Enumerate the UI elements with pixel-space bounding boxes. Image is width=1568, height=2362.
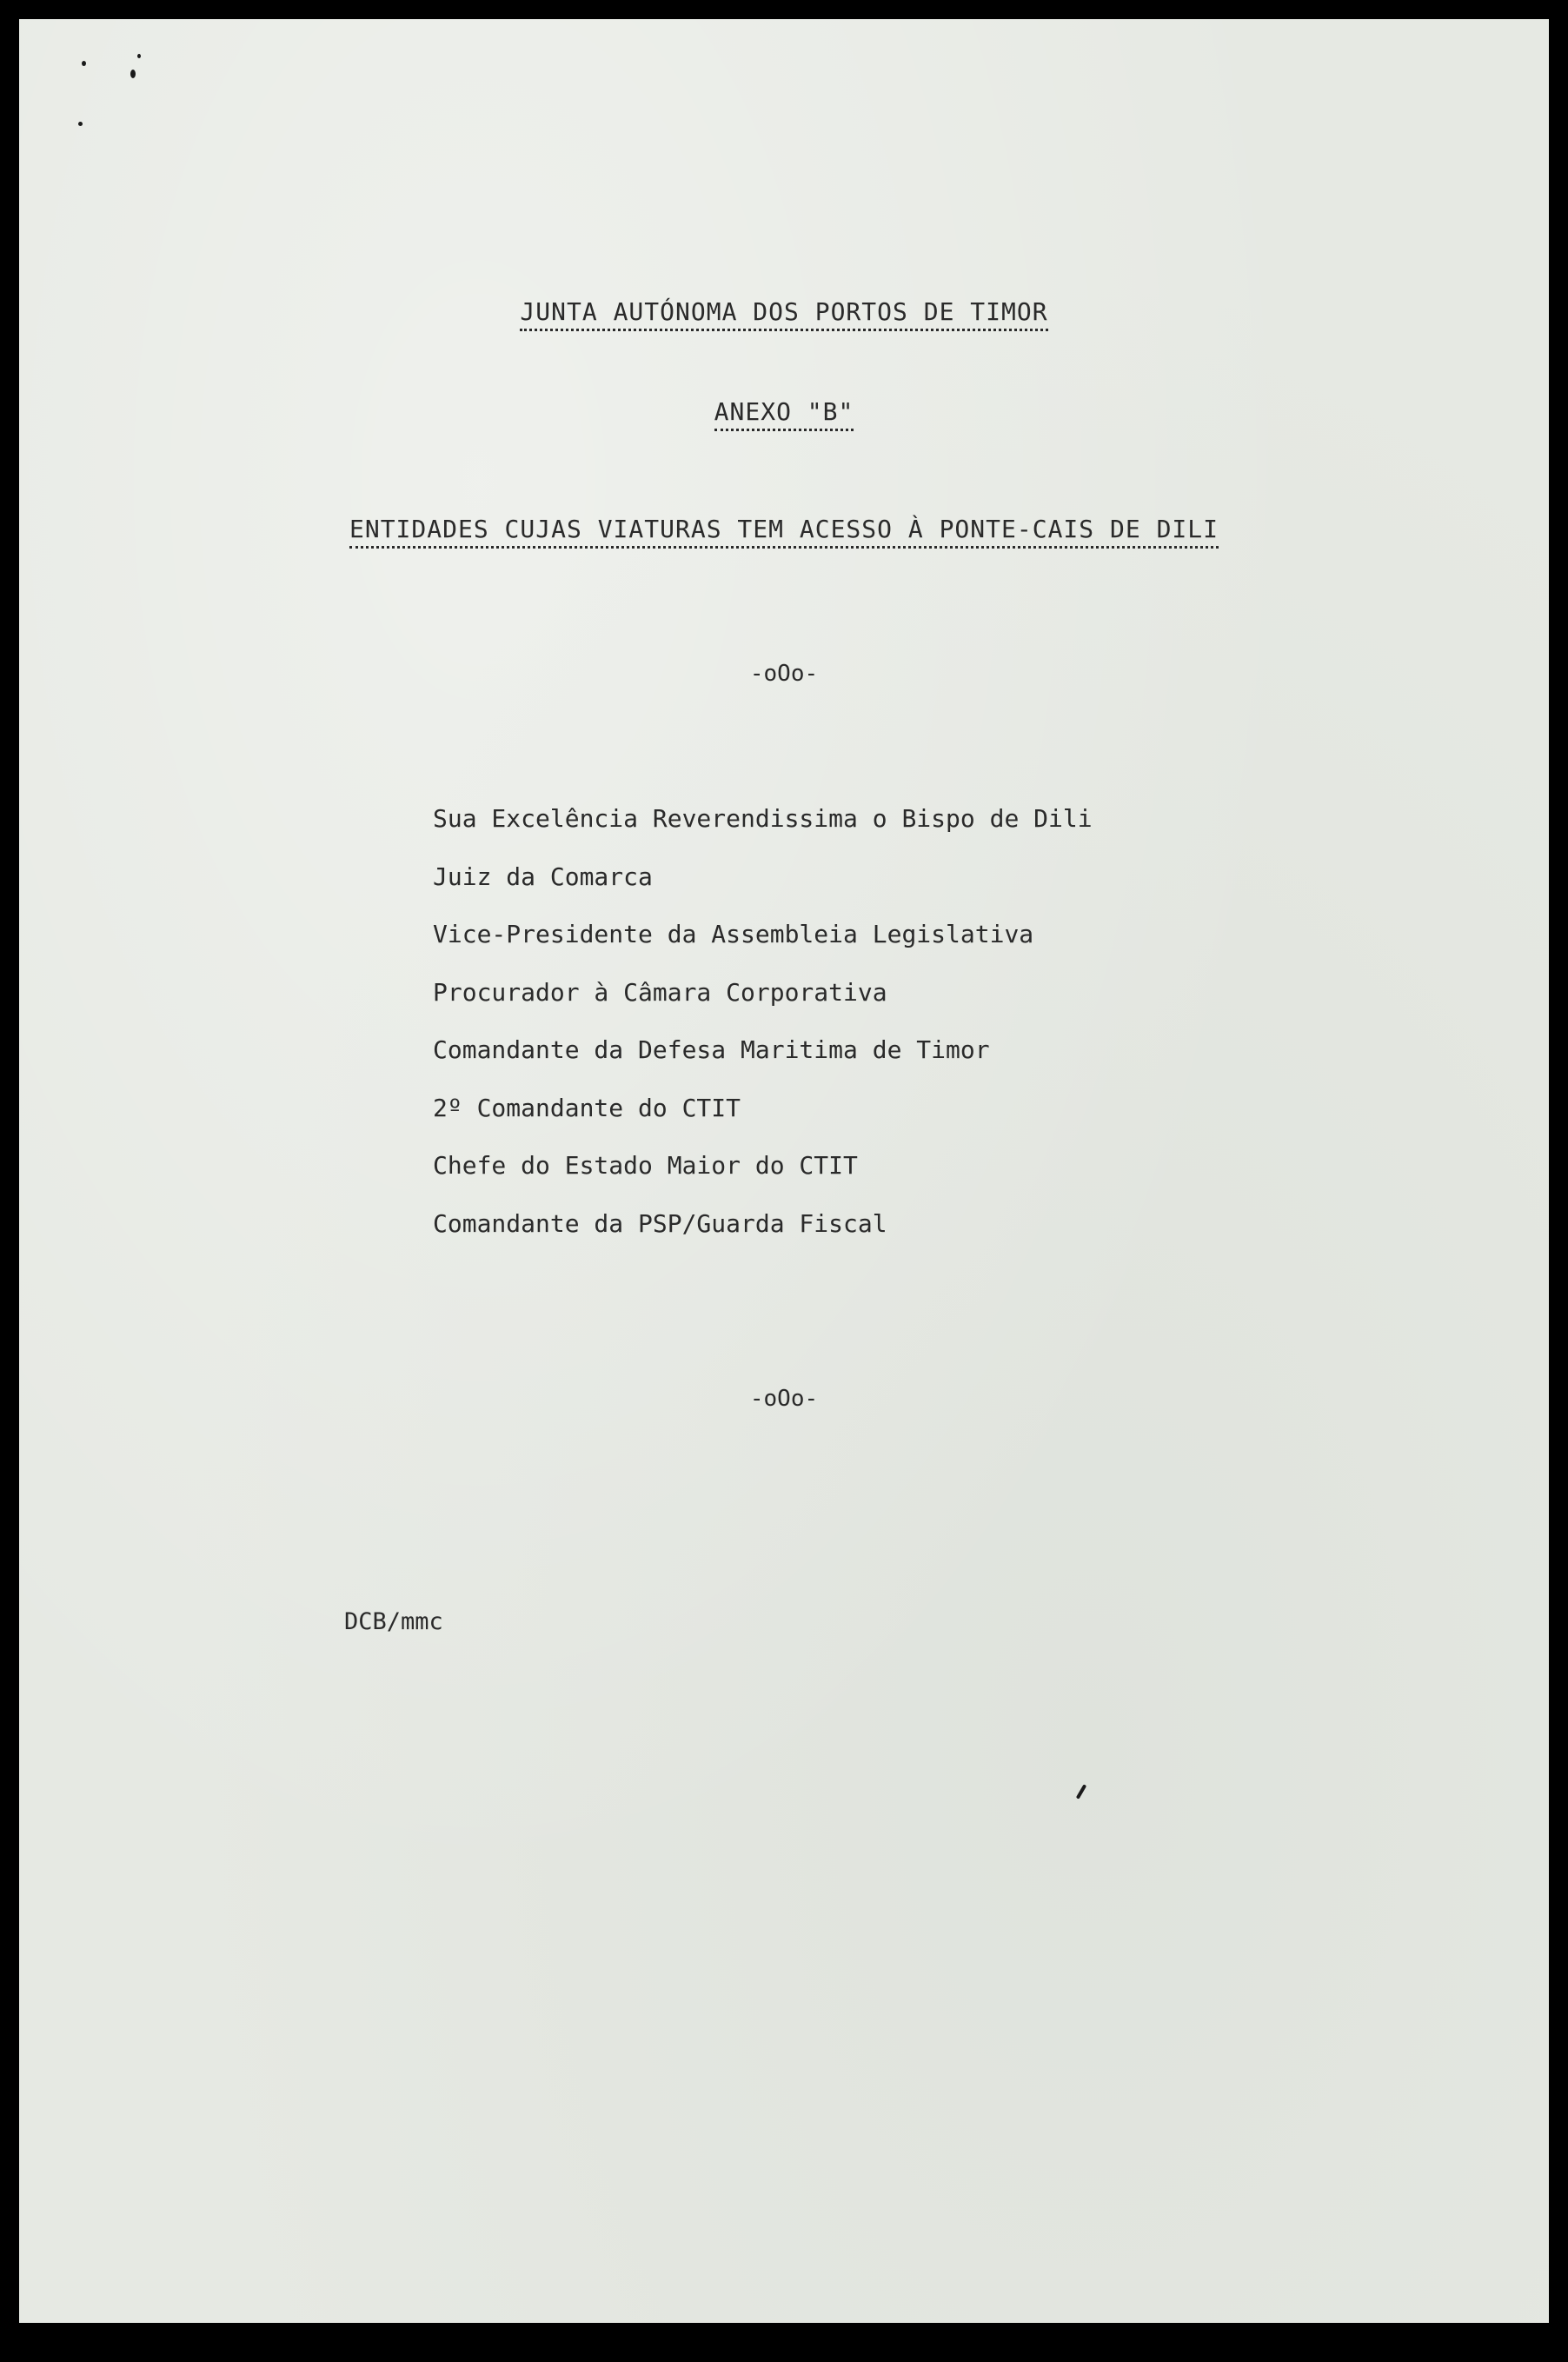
list-item: Comandante da Defesa Maritima de Timor (433, 1035, 990, 1064)
list-item: Procurador à Câmara Corporativa (433, 977, 887, 1007)
separator-bottom: -oOo- (749, 1386, 819, 1412)
list-item: Chefe do Estado Maior do CTIT (433, 1151, 858, 1180)
list-item: Comandante da PSP/Guarda Fiscal (433, 1208, 887, 1238)
list-item: Sua Excelência Reverendissima o Bispo de Dili (433, 804, 1093, 833)
ink-speck (82, 61, 86, 66)
ink-speck (130, 70, 136, 78)
entity-list (433, 800, 1093, 1262)
separator-top: -oOo- (749, 661, 819, 687)
annex-label: ANEXO "B" (19, 397, 1549, 426)
document-subject: ENTIDADES CUJAS VIATURAS TEM ACESSO À PONTE-CAIS DE DILI (19, 515, 1549, 543)
list-item: Juiz da Comarca (433, 862, 653, 891)
reference-initials: DCB/mmc (344, 1608, 443, 1635)
list-item: Vice-Presidente da Assembleia Legislativa (433, 920, 1034, 948)
document-title: JUNTA AUTÓNOMA DOS PORTOS DE TIMOR (19, 297, 1549, 326)
ink-speck (1076, 1784, 1086, 1800)
list-item: 2º Comandante do CTIT (433, 1093, 741, 1122)
ink-speck (78, 122, 83, 126)
document-page (19, 19, 1549, 2323)
ink-speck (137, 54, 141, 58)
